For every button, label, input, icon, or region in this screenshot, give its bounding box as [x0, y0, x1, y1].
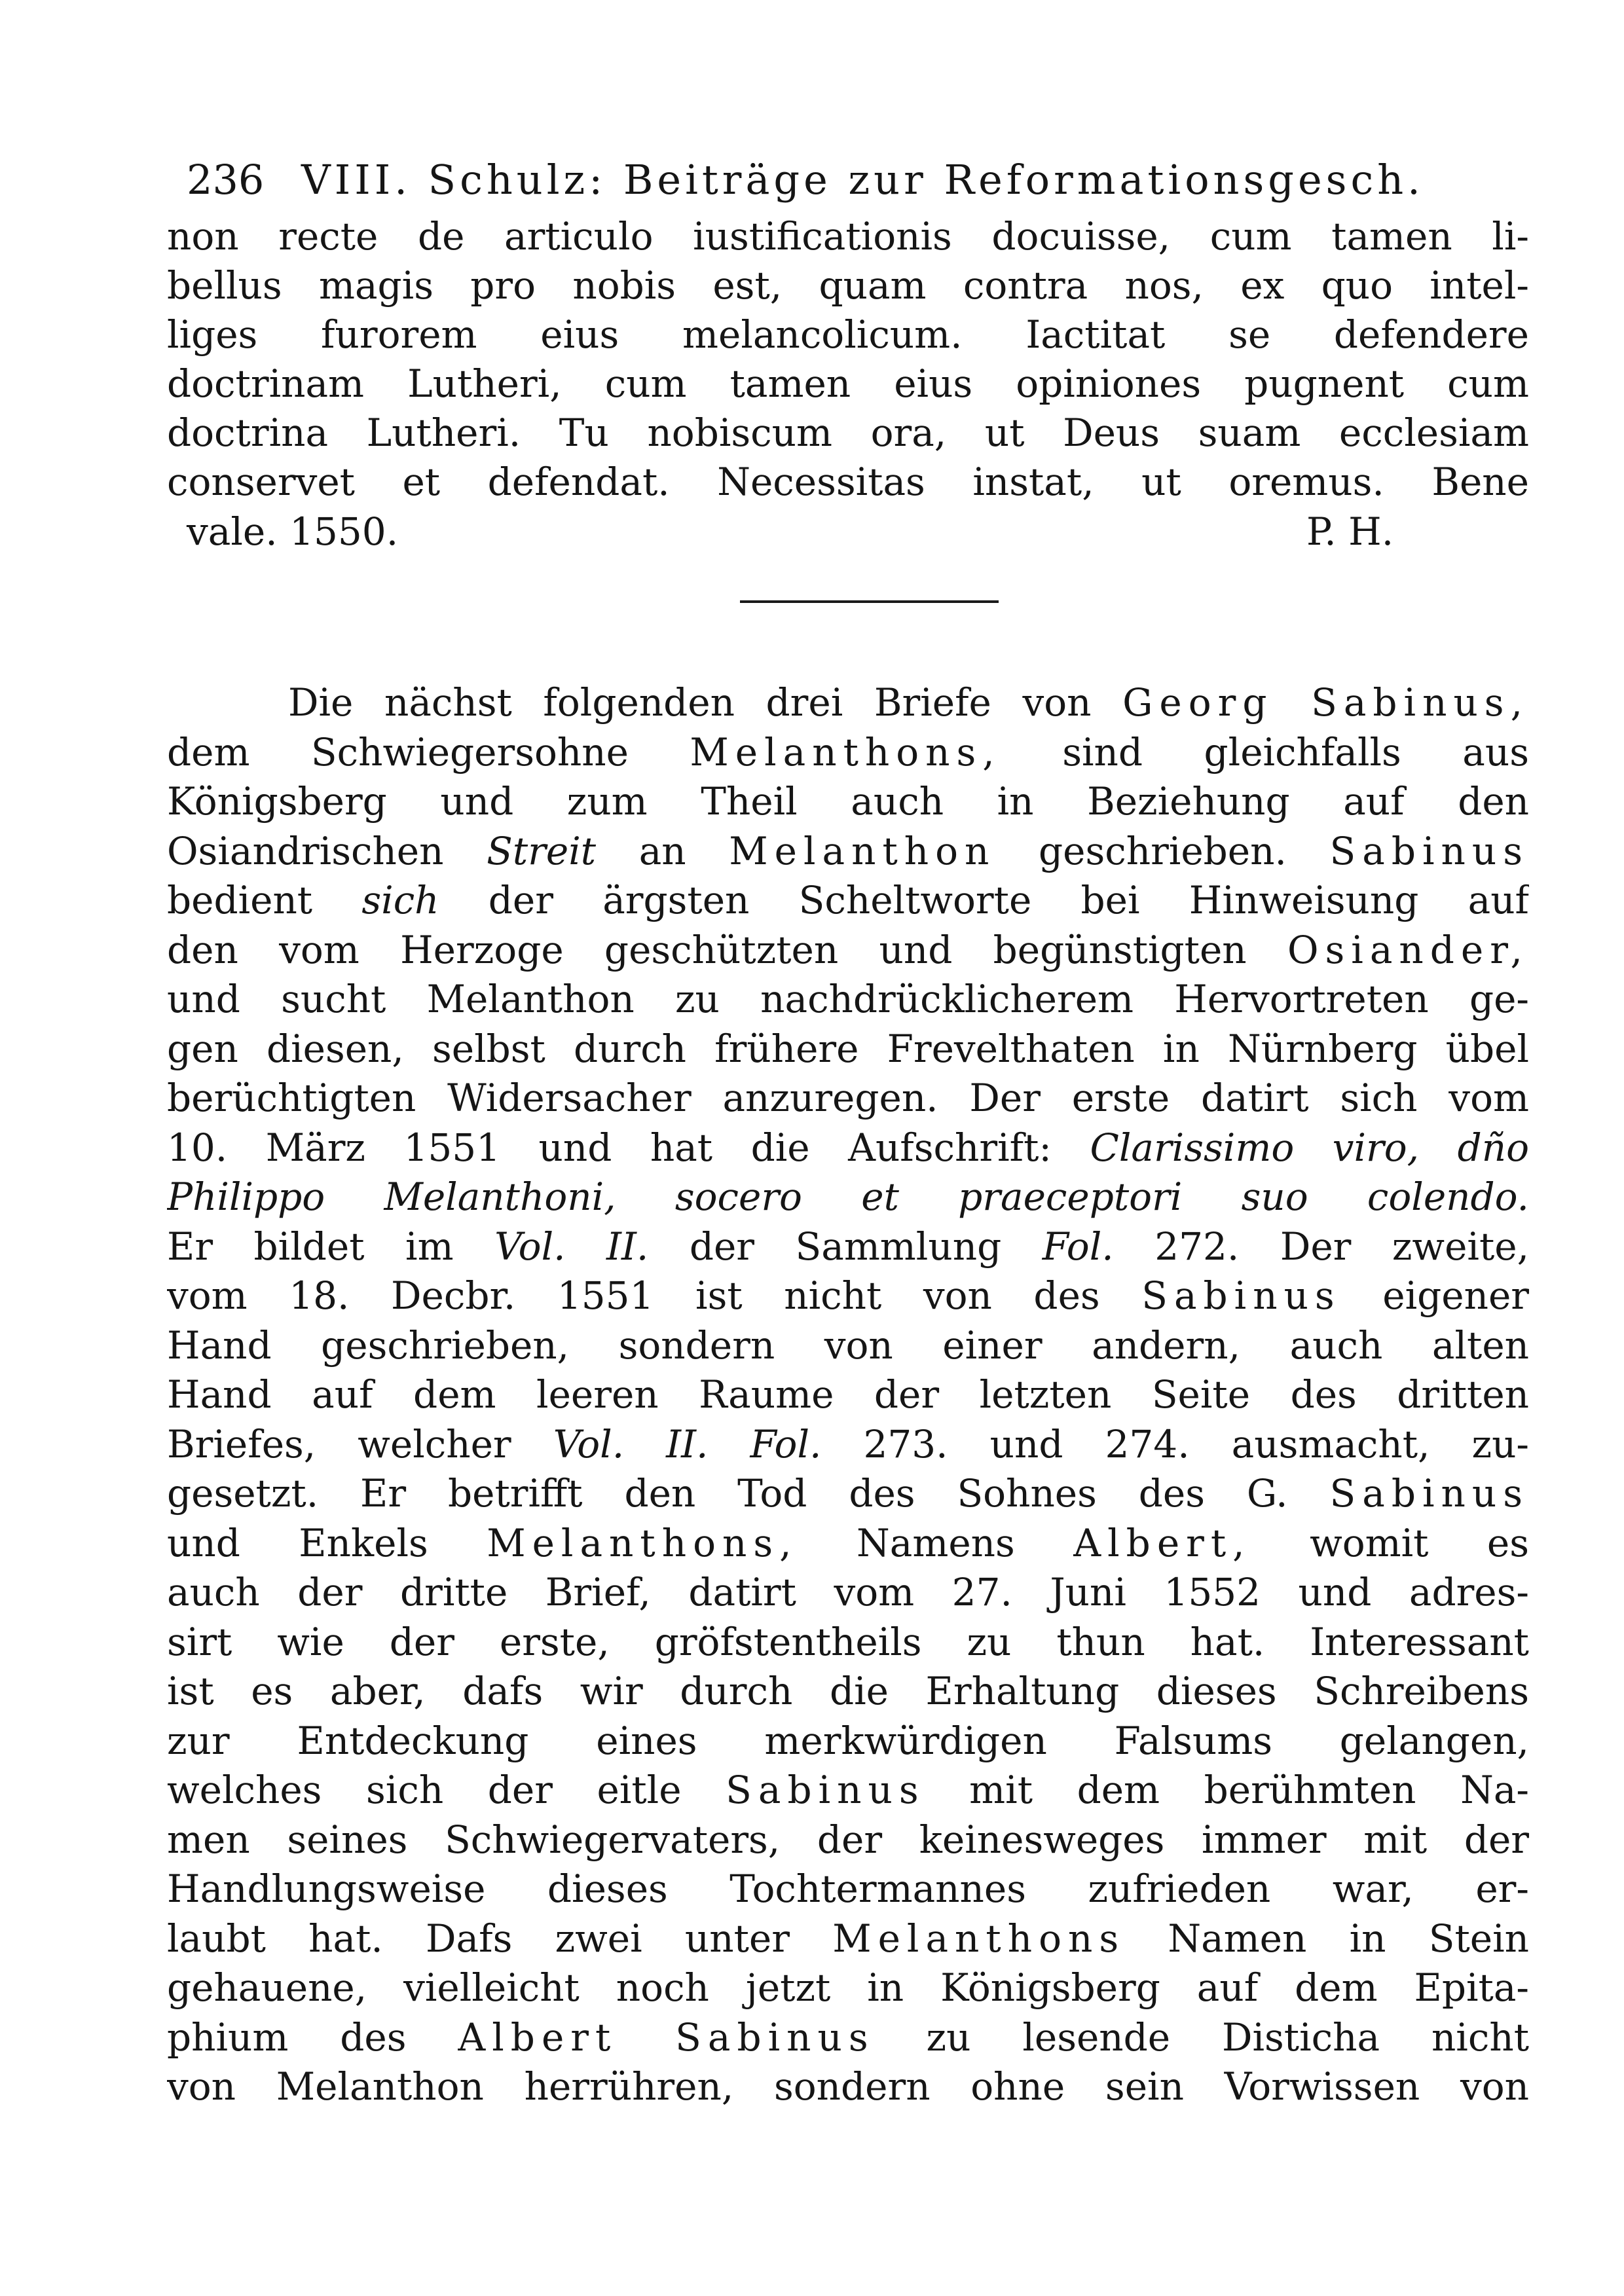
text-line [167, 827, 1529, 877]
text-line: gen diesen, selbst durch frühere Frevelthaten in Nürnberg übel [167, 1026, 1529, 1071]
text-segment: phium des [167, 2014, 407, 2060]
text-line [167, 728, 1529, 778]
text-segment: zu lesende Disticha nicht [926, 2014, 1529, 2060]
text-line: berüchtigten Widersacher anzuregen. Der erste datirt sich vom [167, 1076, 1529, 1120]
text-line: men seines Schwiegervaters, der keinesweges immer mit der [167, 1817, 1529, 1862]
closing-line [167, 507, 1529, 556]
text-line: conservet et defendat. Necessitas instat, ut oremus. Bene [167, 460, 1529, 504]
text-line: Philippo Melanthoni, socero et praeceptori suo colendo. [167, 1175, 1529, 1219]
text-line [167, 2013, 1529, 2063]
spaced-name: Albert, [1073, 1520, 1251, 1565]
text-line: zur Entdeckung eines merkwürdigen Falsums gelangen, [167, 1718, 1529, 1763]
text-line: ist es aber, dafs wir durch die Erhaltung dieses Schreibens [167, 1669, 1529, 1713]
text-line: Handlungsweise dieses Tochtermannes zufrieden war, er- [167, 1867, 1529, 1911]
text-line [167, 1469, 1529, 1519]
text-line [167, 1420, 1529, 1470]
text-segment: womit es [1310, 1520, 1529, 1565]
text-line [167, 1766, 1529, 1815]
valediction: vale. 1550. [187, 509, 399, 554]
text-segment: welches sich der eitle [167, 1768, 682, 1812]
text-segment: an [638, 828, 686, 873]
text-line: bellus magis pro nobis est, quam contra nos, ex quo intel- [167, 263, 1529, 308]
text-line [167, 1222, 1529, 1272]
text-line: liges furorem eius melancolicum. Iactitat se defendere [167, 312, 1529, 357]
text-segment: der ärgsten Scheltworte bei Hinweisung auf [488, 878, 1529, 922]
text-segment: bedient [167, 878, 313, 922]
text-segment: Namen in Stein [1168, 1916, 1529, 1961]
text-line: sirt wie der erste, gröfstentheils zu thun hat. Interessant [167, 1619, 1529, 1664]
text-line: non recte de articulo iustificationis docuisse, cum tamen li- [167, 214, 1529, 259]
text-line: Königsberg und zum Theil auch in Beziehung auf den [167, 779, 1529, 824]
spaced-name: Osiander, [1287, 927, 1529, 972]
italic-reference: Vol. II. Fol. [553, 1421, 822, 1467]
page-number: 236 [187, 156, 265, 204]
text-line: und sucht Melanthon zu nachdrücklicherem Hervortreten ge- [167, 977, 1529, 1021]
spaced-name: Melanthons [832, 1916, 1126, 1961]
text-segment: gesetzt. Er betrifft den Tod des Sohnes des G. [167, 1471, 1288, 1516]
text-segment: sind gleichfalls aus [1062, 729, 1529, 774]
text-segment: mit dem berühmten Na- [969, 1768, 1529, 1812]
text-segment: 272. Der zweite, [1154, 1224, 1529, 1269]
spaced-name: Sabinus [1141, 1273, 1341, 1318]
signature: P. H. [1306, 509, 1394, 554]
commentary-paragraph [167, 678, 1529, 2112]
text-segment: Briefes, welcher [167, 1421, 511, 1467]
italic-word: Streit [487, 828, 597, 873]
text-line [167, 1123, 1529, 1173]
book-page [167, 151, 1529, 2112]
text-segment: Er bildet im [167, 1224, 454, 1269]
italic-reference: Fol. [1042, 1224, 1114, 1269]
text-segment: 10. März 1551 und hat die Aufschrift: [167, 1125, 1052, 1170]
text-segment: den vom Herzoge geschützten und begünstigten [167, 927, 1247, 972]
spaced-name: Melanthons, [487, 1520, 798, 1565]
text-line: gehauene, vielleicht noch jetzt in Königsberg auf dem Epita- [167, 1965, 1529, 2010]
spaced-name: Melanthons, [690, 729, 1001, 774]
text-segment: Die nächst folgenden drei Briefe von [288, 680, 1092, 725]
text-segment: Namens [857, 1520, 1015, 1565]
text-line: von Melanthon herrühren, sondern ohne sein Vorwissen von [167, 2064, 1529, 2109]
text-line: Hand auf dem leeren Raume der letzten Seite des dritten [167, 1372, 1529, 1417]
letter-tail [167, 212, 1529, 556]
text-segment: der Sammlung [689, 1224, 1002, 1269]
text-line [167, 926, 1529, 975]
text-segment: geschrieben. [1039, 828, 1287, 873]
spaced-name: Georg Sabinus, [1122, 680, 1529, 725]
spaced-name: Sabinus [726, 1768, 925, 1812]
text-segment: dem Schwiegersohne [167, 729, 629, 774]
text-segment: laubt hat. Dafs zwei unter [167, 1916, 790, 1961]
text-segment: Osiandrischen [167, 828, 444, 873]
text-segment: eigener [1382, 1273, 1529, 1318]
text-line [167, 678, 1529, 728]
text-line [167, 1519, 1529, 1569]
text-line: doctrinam Lutheri, cum tamen eius opiniones pugnent cum [167, 361, 1529, 406]
text-segment: und Enkels [167, 1520, 428, 1565]
text-line [167, 876, 1529, 926]
text-line [167, 1914, 1529, 1964]
italic-reference: Vol. II. [494, 1224, 649, 1269]
text-line: doctrina Lutheri. Tu nobiscum ora, ut Deus suam ecclesiam [167, 410, 1529, 455]
text-line: Hand geschrieben, sondern von einer andern, auch alten [167, 1322, 1529, 1368]
text-line: auch der dritte Brief, datirt vom 27. Juni 1552 und adres- [167, 1570, 1529, 1614]
italic-word: sich [361, 878, 439, 922]
section-separator [740, 600, 999, 603]
text-segment: vom 18. Decbr. 1551 ist nicht von des [167, 1273, 1100, 1318]
spaced-name: Sabinus [1329, 1471, 1529, 1516]
italic-address: Clarissimo viro, dño [1090, 1125, 1529, 1170]
text-segment: 273. und 274. ausmacht, zu- [863, 1421, 1529, 1467]
text-line [167, 1271, 1529, 1321]
running-header [167, 151, 1529, 210]
running-title: VIII. Schulz: Beiträge zur Reformationsgesch. [301, 156, 1424, 204]
spaced-name: Sabinus [1329, 828, 1529, 873]
spaced-name: Melanthon [729, 828, 996, 873]
spaced-name: Albert Sabinus [458, 2014, 875, 2060]
